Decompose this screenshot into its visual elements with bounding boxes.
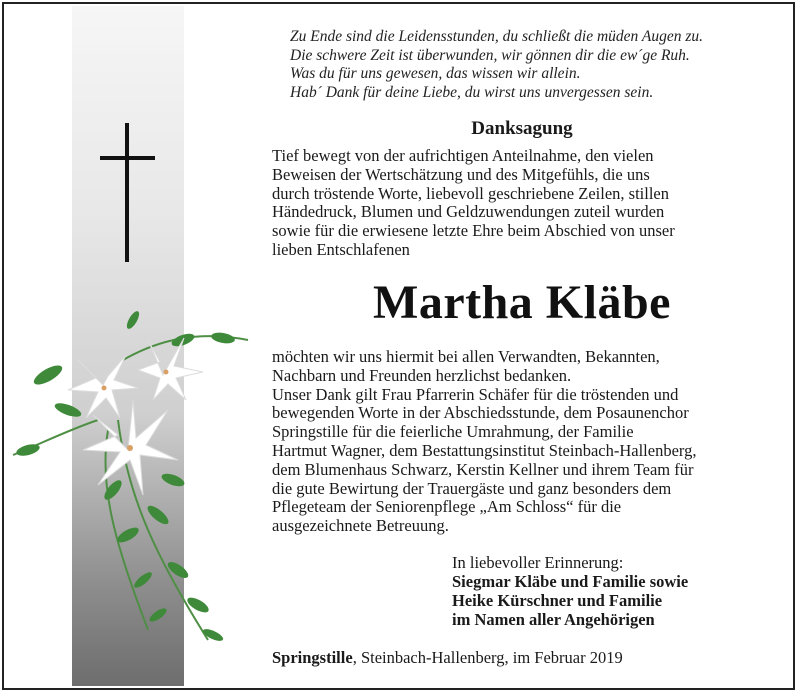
signature-name: Heike Kürschner und Familie <box>452 591 663 610</box>
verse-line: Die schwere Zeit ist überwunden, wir gönnen dir die ew´ge Ruh. <box>290 46 690 64</box>
text-line: möchten wir uns hiermit bei allen Verwandten, Bekannten, <box>272 347 660 366</box>
signature-block <box>452 553 772 629</box>
text-line: Springstille für die feierliche Umrahmung, der Familie <box>272 422 634 442</box>
text-line: Pflegeteam der Seniorenpflege „Am Schloss“ für die <box>272 497 622 517</box>
text-line: dem Blumenhaus Schwarz, Kerstin Kellner und ihrem Team für <box>272 459 694 479</box>
heading-danksagung: Danksagung <box>471 118 573 139</box>
acknowledgement-paragraph <box>272 348 762 536</box>
place-and-date <box>272 648 772 668</box>
verse-block <box>290 28 760 102</box>
lily-bouquet-icon <box>8 300 258 660</box>
verse-line: Was du für uns gewesen, das wissen wir allein. <box>290 65 581 82</box>
verse-line: Hab´ Dank für deine Liebe, du wirst uns unvergessen sein. <box>290 83 654 101</box>
place-rest: , Steinbach-Hallenberg, im Februar 2019 <box>352 648 623 667</box>
text-line: sowie für die erwiesene letzte Ehre beim Abschied von unser <box>272 221 675 241</box>
text-line: Hartmut Wagner, dem Bestattungsinstitut Steinbach-Hallenberg, <box>272 440 697 460</box>
signature-name: Siegmar Kläbe und Familie sowie <box>452 572 689 591</box>
text-line: lieben Entschlafenen <box>272 239 410 259</box>
text-line: Beweisen der Wertschätzung und des Mitgefühls, die uns <box>272 164 650 184</box>
signature-intro: In liebevoller Erinnerung: <box>452 553 624 572</box>
text-line: durch tröstende Worte, liebevoll geschriebene Zeilen, stillen <box>272 183 669 203</box>
verse-line: Zu Ende sind die Leidensstunden, du schließt die müden Augen zu. <box>290 28 703 45</box>
text-line: die gute Bewirtung der Trauergäste und ganz besonders dem <box>272 478 672 498</box>
text-line: bewegenden Worte in der Abschiedsstunde, dem Posaunenchor <box>272 403 689 423</box>
deceased-name: Martha Kläbe <box>373 276 671 329</box>
thanks-paragraph <box>272 147 762 260</box>
place-town: Springstille <box>272 648 353 667</box>
signature-name: im Namen aller Angehörigen <box>452 610 655 629</box>
text-line: ausgezeichnete Betreuung. <box>272 516 449 536</box>
text-line: Unser Dank gilt Frau Pfarrerin Schäfer für die tröstenden und <box>272 384 679 404</box>
text-line: Händedruck, Blumen und Geldzuwendungen zuteil wurden <box>272 202 665 222</box>
text-line: Nachbarn und Freunden herzlichst bedanken. <box>272 365 572 385</box>
text-line: Tief bewegt von der aufrichtigen Anteilnahme, den vielen <box>272 146 654 165</box>
